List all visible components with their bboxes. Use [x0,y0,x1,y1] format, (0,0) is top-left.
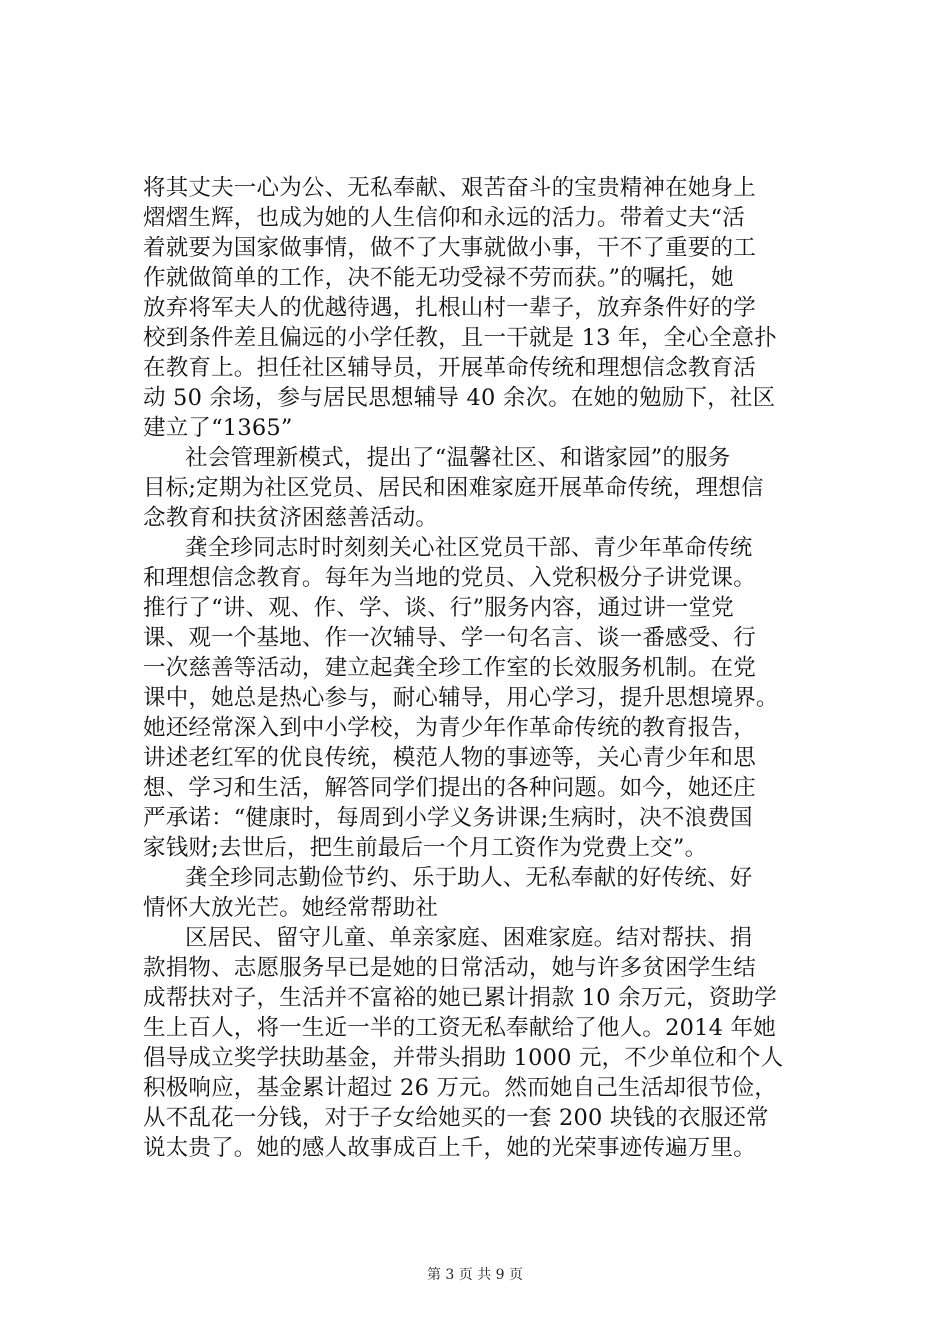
text-line: 龚全珍同志时时刻刻关心社区党员干部、青少年革命传统 [185,535,753,561]
text-line: 念教育和扶贫济困慈善活动。 [143,505,439,531]
text-line: 从不乱花一分钱，对于子女给她买的一套 200 块钱的衣服还常 [143,1105,769,1131]
text-line: 积极响应，基金累计超过 26 万元。然而她自己生活却很节俭， [143,1075,777,1101]
text-line: 区居民、留守儿童、单亲家庭、困难家庭。结对帮扶、捐 [185,925,753,951]
text-line: 推行了“讲、观、作、学、谈、行”服务内容，通过讲一堂党 [143,595,734,621]
text-line: 生上百人，将一生近一半的工资无私奉献给了他人。2014 年她 [143,1015,776,1041]
text-line: 在教育上。担任社区辅导员，开展革命传统和理想信念教育活 [143,355,756,381]
text-line: 家钱财;去世后，把生前最后一个月工资作为党费上交”。 [143,835,708,861]
text-line: 想、学习和生活，解答同学们提出的各种问题。如今，她还庄 [143,775,756,801]
text-line: 课、观一个基地、作一次辅导、学一句名言、谈一番感受、行 [143,625,756,651]
text-line: 一次慈善等活动，建立起龚全珍工作室的长效服务机制。在党 [143,655,756,681]
page-footer: 第 3 页 共 9 页 [426,1267,524,1283]
text-line: 将其丈夫一心为公、无私奉献、艰苦奋斗的宝贵精神在她身上 [143,175,756,201]
document-body [143,173,823,1163]
text-line: 放弃将军夫人的优越待遇，扎根山村一辈子，放弃条件好的学 [143,295,756,321]
text-line: 作就做简单的工作，决不能无功受禄不劳而获。”的嘱托，她 [143,265,734,291]
text-line: 课中，她总是热心参与，耐心辅导，用心学习，提升思想境界。 [143,685,779,711]
text-line: 她还经常深入到中小学校，为青少年作革命传统的教育报告， [143,715,756,741]
text-line: 讲述老红军的优良传统，模范人物的事迹等，关心青少年和思 [143,745,756,771]
text-line: 社会管理新模式，提出了“温馨社区、和谐家园”的服务 [185,445,731,471]
text-line: 熠熠生辉，也成为她的人生信仰和永远的活力。带着丈夫“活 [143,205,745,231]
text-line: 严承诺：“健康时，每周到小学义务讲课;生病时，决不浪费国 [143,805,753,831]
text-line: 说太贵了。她的感人故事成百上千，她的光荣事迹传遍万里。 [143,1135,756,1161]
text-line: 着就要为国家做事情，做不了大事就做小事，干不了重要的工 [143,235,756,261]
text-line: 和理想信念教育。每年为当地的党员、入党积极分子讲党课。 [143,565,756,591]
text-line: 校到条件差且偏远的小学任教，且一干就是 13 年，全心全意扑 [143,325,777,351]
text-line: 龚全珍同志勤俭节约、乐于助人、无私奉献的好传统、好 [185,865,753,891]
text-line: 情怀大放光芒。她经常帮助社 [143,895,439,921]
text-line: 建立了“1365” [143,415,293,441]
text-line: 倡导成立奖学扶助基金，并带头捐助 1000 元，不少单位和个人 [143,1045,784,1071]
text-line: 动 50 余场，参与居民思想辅导 40 余次。在她的勉励下，社区 [143,385,776,411]
text-line: 目标;定期为社区党员、居民和困难家庭开展革命传统，理想信 [143,475,764,501]
text-line: 款捐物、志愿服务早已是她的日常活动，她与许多贫困学生结 [143,955,756,981]
text-line: 成帮扶对子，生活并不富裕的她已累计捐款 10 余万元，资助学 [143,985,777,1011]
